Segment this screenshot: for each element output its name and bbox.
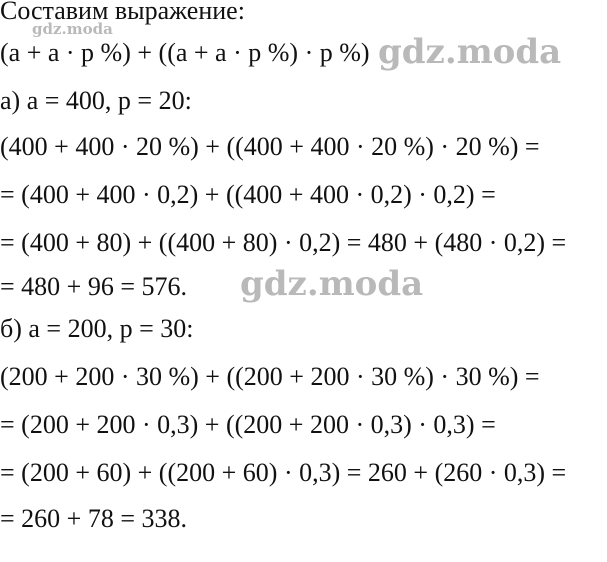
case-b-step-1-line: (200 + 200 · 30 %) + ((200 + 200 · 30 %) · 30 %) =: [0, 362, 540, 391]
watermark-small: gdz.moda: [32, 20, 113, 38]
case-a-step-3-line: = (400 + 80) + ((400 + 80) · 0,2) = 480 + (480 · 0,2) =: [0, 228, 567, 257]
case-b-result-line: = 260 + 78 = 338.: [0, 504, 187, 533]
case-a-result-line: = 480 + 96 = 576.: [0, 272, 187, 301]
watermark-top: gdz.moda: [378, 32, 562, 72]
general-expression-line: (a + a · p %) + ((a + a · p %) · p %): [0, 38, 370, 67]
case-b-step-3-line: = (200 + 60) + ((200 + 60) · 0,3) = 260 + (260 · 0,3) =: [0, 458, 567, 487]
case-a-condition-line: а) a = 400, p = 20:: [0, 86, 192, 115]
case-b-condition-line: б) a = 200, p = 30:: [0, 314, 194, 343]
watermark-middle: gdz.moda: [240, 264, 424, 304]
case-b-step-2-line: = (200 + 200 · 0,3) + ((200 + 200 · 0,3) · 0,3) =: [0, 410, 496, 439]
case-a-step-2-line: = (400 + 400 · 0,2) + ((400 + 400 · 0,2) · 0,2) =: [0, 180, 496, 209]
heading-line: Составим выражение:: [0, 0, 245, 25]
case-a-step-1-line: (400 + 400 · 20 %) + ((400 + 400 · 20 %) · 20 %) =: [0, 132, 540, 161]
